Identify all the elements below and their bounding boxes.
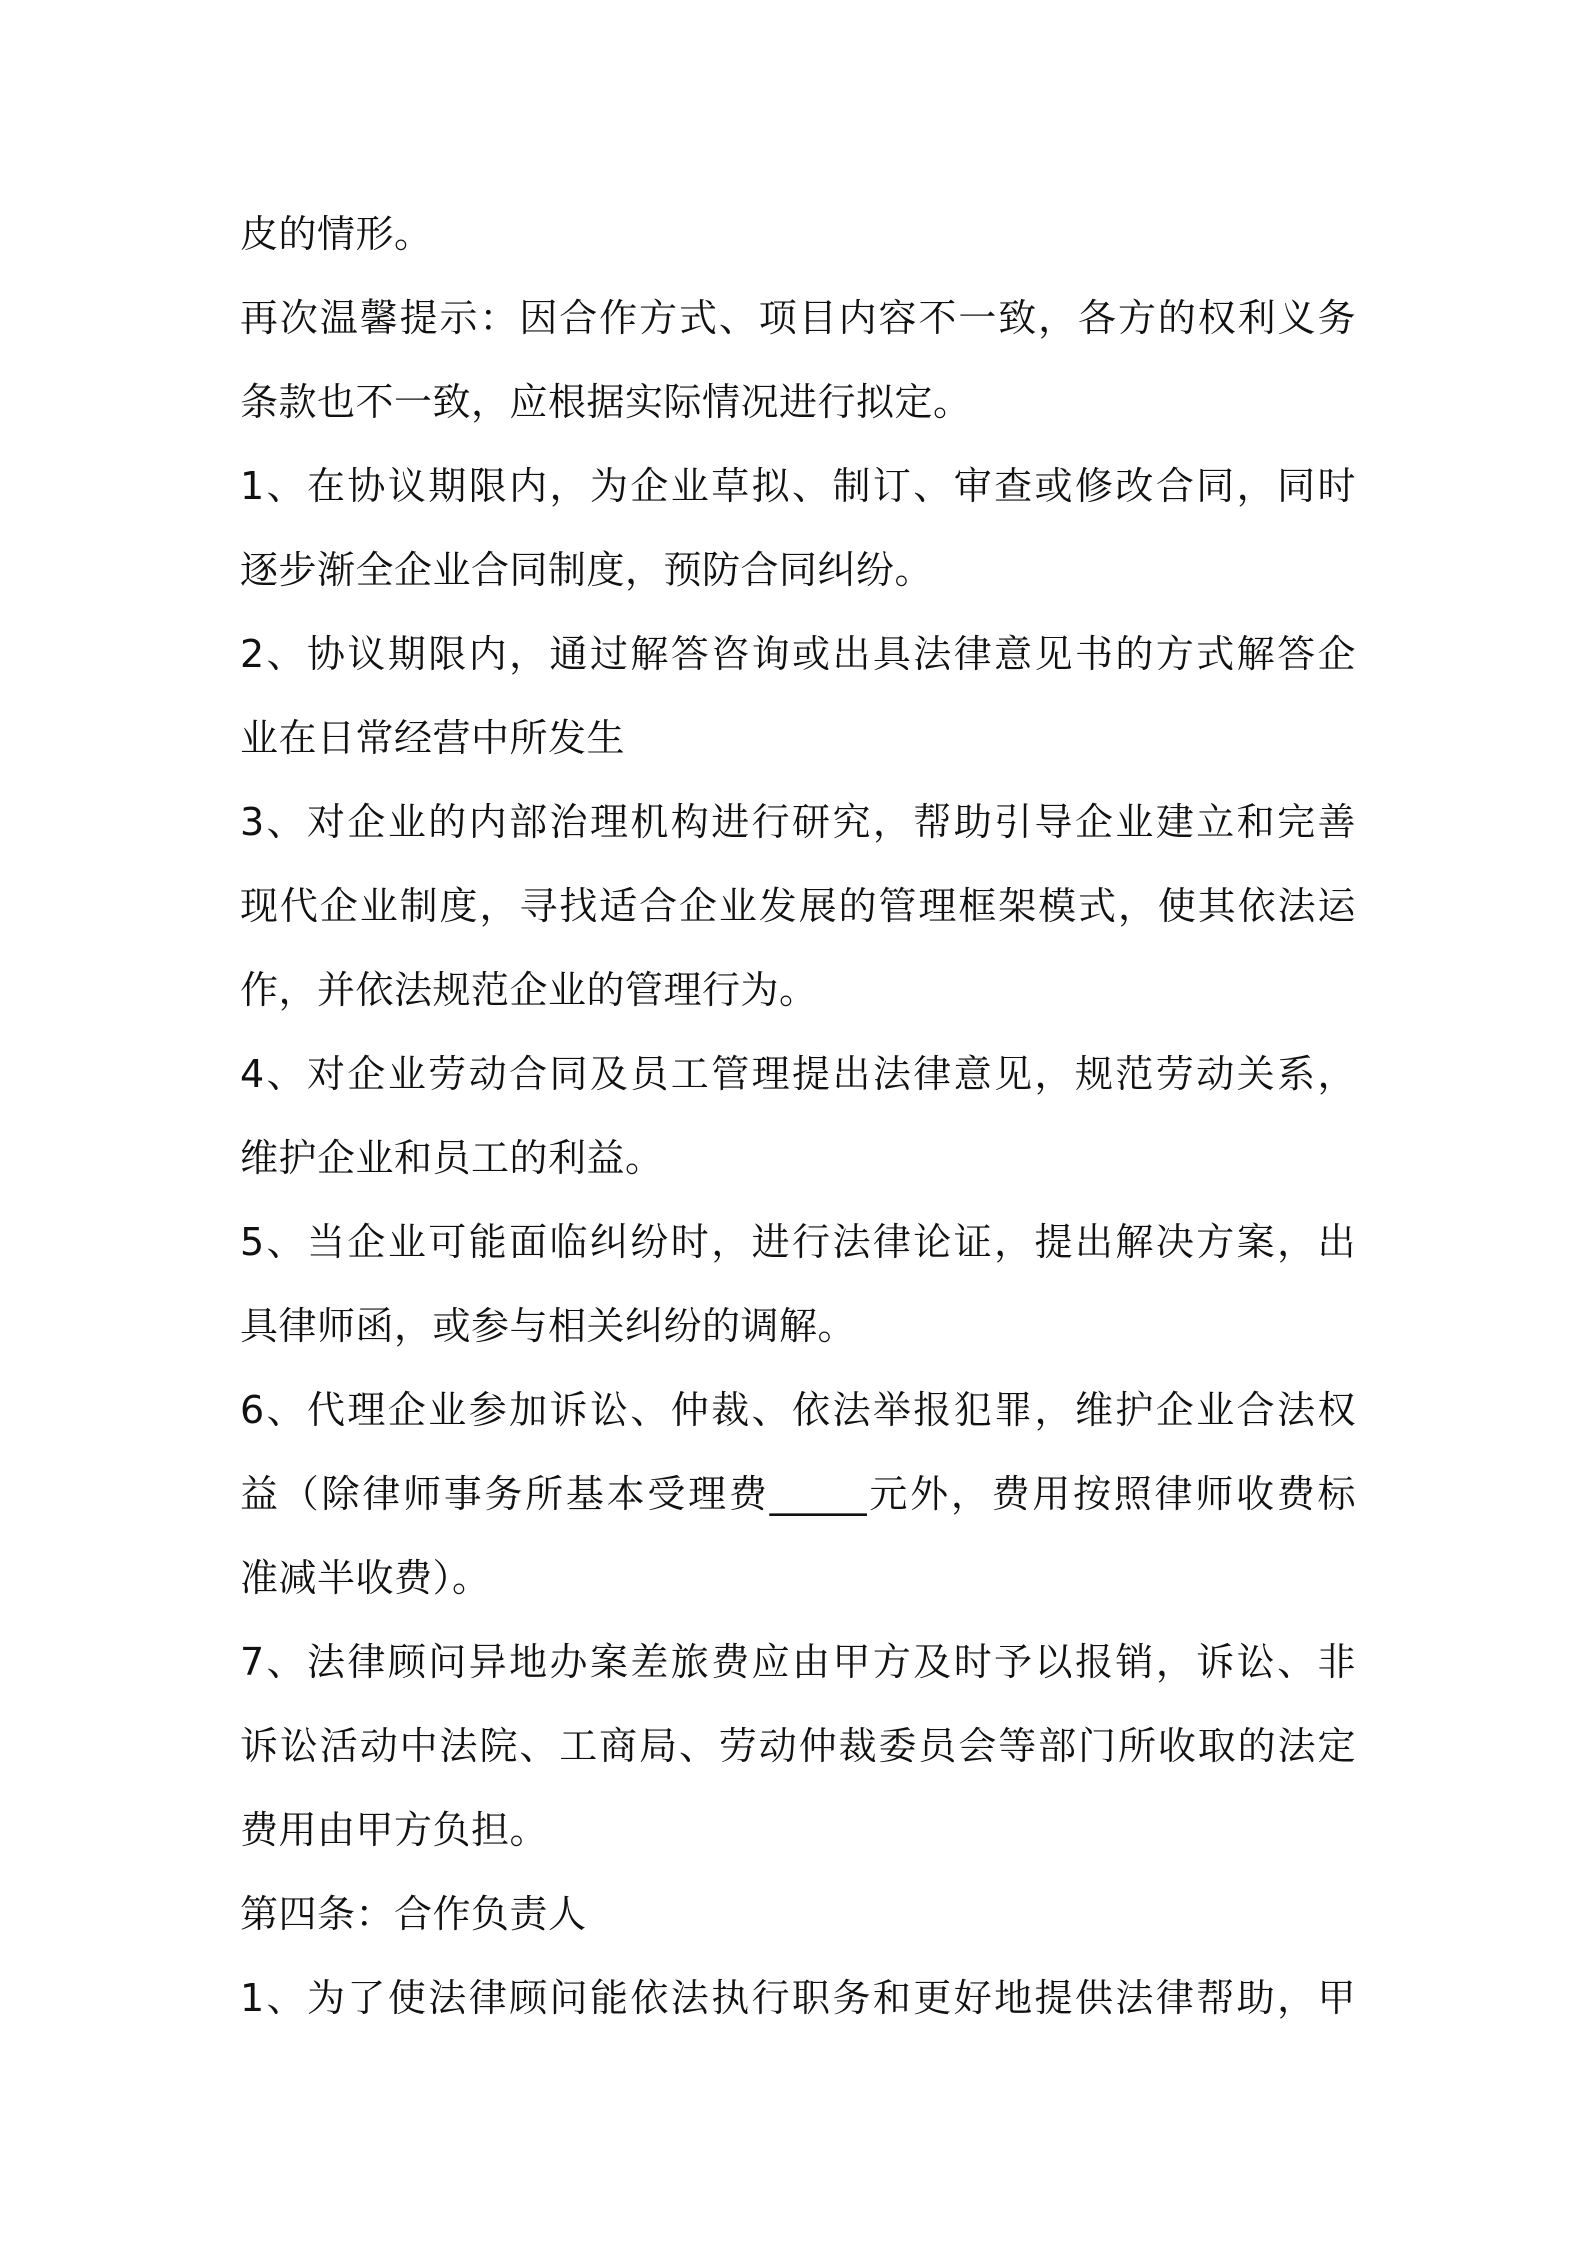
text-line: 皮的情形。	[240, 212, 433, 256]
text-line: 具律师函，或参与相关纠纷的调解。	[240, 1304, 857, 1348]
text-line: 再次温馨提示：因合作方式、项目内容不一致，各方的权利义务	[240, 296, 1356, 340]
text-line: 准减半收费）。	[240, 1556, 491, 1600]
text-line: 逐步渐全企业合同制度，预防合同纠纷。	[240, 548, 934, 592]
text-line: 3、对企业的内部治理机构进行研究，帮助引导企业建立和完善	[240, 800, 1356, 844]
text-line: 业在日常经营中所发生	[240, 716, 626, 760]
text-line: 5、当企业可能面临纠纷时，进行法律论证，提出解决方案，出	[240, 1220, 1356, 1264]
text-line: 条款也不一致，应根据实际情况进行拟定。	[240, 380, 972, 424]
text-line: 1、为了使法律顾问能依法执行职务和更好地提供法律帮助，甲	[240, 1976, 1356, 2020]
text-line: 6、代理企业参加诉讼、仲裁、依法举报犯罪，维护企业合法权	[240, 1388, 1356, 1432]
text-line: 诉讼活动中法院、工商局、劳动仲裁委员会等部门所收取的法定	[240, 1724, 1356, 1768]
document-body	[240, 192, 1356, 2040]
text-line: 1、在协议期限内，为企业草拟、制订、审查或修改合同，同时	[240, 464, 1356, 508]
text-line: 2、协议期限内，通过解答咨询或出具法律意见书的方式解答企	[240, 632, 1356, 676]
text-line: 7、法律顾问异地办案差旅费应由甲方及时予以报销，诉讼、非	[240, 1640, 1356, 1684]
text-line: 4、对企业劳动合同及员工管理提出法律意见，规范劳动关系，	[240, 1052, 1356, 1096]
text-line: 维护企业和员工的利益。	[240, 1136, 664, 1180]
section-heading: 第四条：合作负责人	[240, 1892, 587, 1936]
text-line: 费用由甲方负担。	[240, 1808, 549, 1852]
text-line: 作，并依法规范企业的管理行为。	[240, 968, 818, 1012]
text-line: 益（除律师事务所基本受理费_____元外，费用按照律师收费标	[240, 1472, 1356, 1516]
text-line: 现代企业制度，寻找适合企业发展的管理框架模式，使其依法运	[240, 884, 1356, 928]
